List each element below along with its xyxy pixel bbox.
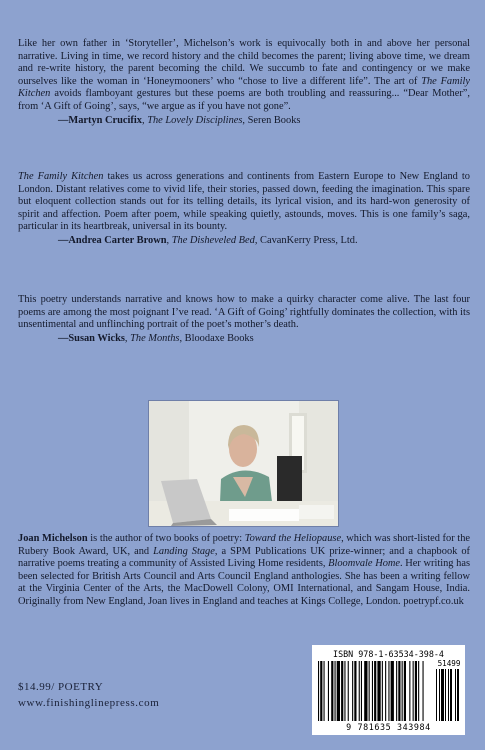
attribution-author: —Susan Wicks bbox=[58, 332, 125, 344]
attribution-author: —Martyn Crucifix bbox=[58, 114, 142, 126]
blurb-text: The Family Kitchen takes us across generations and continents from Eastern Europe to New England to London. Distant relatives come to vivid life, their stories, passed down, feeding the imagination. This spare but eloquent collection stands out for its telling details, its lyrical vision, and its hard-won generosity of spirit and affection. Poem after poem, while speaking quietly, astounds, moves. This is one family’s saga, particular in its heartbreak, universal in its bounty. bbox=[18, 171, 470, 233]
price-category: $14.99/ POETRY bbox=[18, 681, 104, 693]
blurb-attribution: —Martyn Crucifix, The Lovely Disciplines, Seren Books bbox=[58, 114, 301, 126]
blurb-text: This poetry understands narrative and knows how to make a quirky character come alive. The last four poems are among the most poignant I’ve read. ‘A Gift of Going’ rightfully dominates the collection, with its unsentimental and unflinching portrait of the poet’s mother’s death. bbox=[18, 294, 470, 331]
barcode-addon-number: 51499 bbox=[437, 659, 461, 668]
author-bio bbox=[18, 533, 470, 609]
blurb-wicks bbox=[18, 294, 470, 345]
isbn-label: ISBN 978-1-63534-398-4 bbox=[333, 649, 444, 659]
author-photo-illustration bbox=[149, 401, 338, 526]
attribution-book: The Disheveled Bed bbox=[171, 234, 255, 246]
attribution-author: —Andrea Carter Brown bbox=[58, 234, 167, 246]
isbn-barcode bbox=[312, 645, 465, 735]
author-bio-text: Joan Michelson is the author of two books of poetry: Toward the Heliopause, which was short-listed for the Rubery Book Award, UK, and Landing Stage, a SPM Publications UK prize-winner; and a chapbook of narrative poems treating a community of Assisted Living Home residents, Bloomvale Home. Her writing has been selected for British Arts Council and Arts Council England anthologies. She has been a writing fellow at the Virginia Center of the Arts, the MacDowell Colony, OMI International, and Sangam House, India. Originally from New England, Joan lives in England and teaches at Kings College, London. poetrypf.co.uk bbox=[18, 533, 471, 607]
attribution-book: The Months bbox=[130, 332, 180, 344]
blurb-attribution: —Andrea Carter Brown, The Disheveled Bed, CavanKerry Press, Ltd. bbox=[58, 234, 358, 246]
blurb-brown bbox=[18, 171, 470, 248]
attribution-publisher: , CavanKerry Press, Ltd. bbox=[254, 234, 358, 246]
author-photo bbox=[148, 400, 339, 527]
blurb-crucifix bbox=[18, 38, 470, 127]
blurb-text: Like her own father in ‘Storyteller’, Michelson’s work is equivocally both in and above her personal narrative. Living in time, we record history and the child becomes the parent; living above time, we dream and re-write history, the parent becoming the child. We succumb to fate and contingency or we make ourselves like the woman in ‘Honeymooners’ who “chose to live a different life”. The art of The Family Kitchen avoids flamboyant gestures but these poems are both troubling and reassuring... “Dear Mother”, from ‘A Gift of Going’, says, “we argue as if you have not gone”. bbox=[18, 38, 470, 112]
attribution-publisher: , Bloodaxe Books bbox=[179, 332, 254, 344]
blurb-attribution: —Susan Wicks, The Months, Bloodaxe Books bbox=[58, 332, 254, 344]
attribution-publisher: , Seren Books bbox=[242, 114, 301, 126]
barcode-number: 9 781635 343984 bbox=[346, 722, 431, 732]
publisher-website: www.finishinglinepress.com bbox=[18, 697, 160, 709]
attribution-book: The Lovely Disciplines bbox=[147, 114, 243, 126]
